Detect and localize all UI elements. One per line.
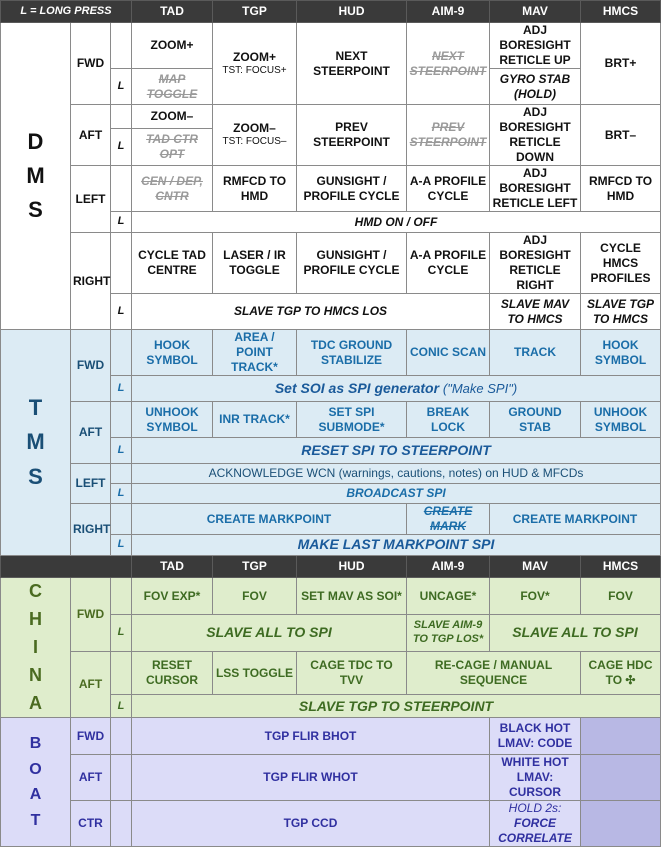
long-marker: L — [111, 376, 132, 402]
boat-fwd-main: TGP FLIR BHOT — [132, 718, 490, 755]
dms-fwd-aim9: NEXT STEERPOINT — [407, 23, 490, 105]
boat-ctr-row — [1, 801, 661, 847]
china-aft-direction: AFT — [71, 652, 111, 718]
tms-right-aim9: CREATE MARK — [407, 504, 490, 535]
boat-ctr-hmcs-blank — [581, 801, 661, 847]
dms-right-direction: RIGHT — [71, 233, 111, 330]
tms-fwd-row — [1, 330, 661, 376]
tms-left-row — [1, 464, 661, 484]
tms-right-create-markpoint-mav-hmcs: CREATE MARKPOINT — [490, 504, 661, 535]
dms-left-mav: ADJ BORESIGHT RETICLE LEFT — [490, 166, 581, 212]
column-header-row-2 — [1, 556, 661, 578]
long-marker: L — [111, 535, 132, 556]
tms-group-label: T M S — [1, 330, 71, 556]
dms-aft-aim9: PREV STEERPOINT — [407, 105, 490, 166]
dms-left-tgp: RMFCD TO HMD — [213, 166, 297, 212]
col-header-tgp: TGP — [213, 556, 297, 578]
tms-right-direction: RIGHT — [71, 504, 111, 556]
dms-aft-hud: PREV STEERPOINT — [297, 105, 407, 166]
boat-ctr-direction: CTR — [71, 801, 111, 847]
long-marker: L — [111, 294, 132, 330]
china-aft-long: SLAVE TGP TO STEERPOINT — [132, 695, 661, 718]
dms-right-row — [1, 233, 661, 294]
boat-aft-row — [1, 755, 661, 801]
boat-ctr-mav: HOLD 2s: FORCE CORRELATE — [490, 801, 581, 847]
dms-left-direction: LEFT — [71, 166, 111, 233]
dms-fwd-row — [1, 23, 661, 69]
dms-right-hmcs: CYCLE HMCS PROFILES — [581, 233, 661, 294]
boat-group-label: B O A T — [1, 718, 71, 847]
dms-left-row — [1, 166, 661, 212]
dms-left-hmcs: RMFCD TO HMD — [581, 166, 661, 212]
dms-left-aim9: A-A PROFILE CYCLE — [407, 166, 490, 212]
china-aft-row — [1, 652, 661, 695]
china-fwd-direction: FWD — [71, 578, 111, 652]
dms-right-aim9: A-A PROFILE CYCLE — [407, 233, 490, 294]
boat-ctr-main: TGP CCD — [132, 801, 490, 847]
dms-fwd-tad: ZOOM+ — [132, 23, 213, 69]
china-aft-hud: CAGE TDC TO TVV — [297, 652, 407, 695]
china-fwd-tgp: FOV — [213, 578, 297, 615]
col-header-hud: HUD — [297, 1, 407, 23]
long-marker: L — [111, 69, 132, 105]
dms-right-mav: ADJ BORESIGHT RETICLE RIGHT — [490, 233, 581, 294]
dms-aft-tad: ZOOM– — [132, 105, 213, 129]
tms-right-create-markpoint: CREATE MARKPOINT — [132, 504, 407, 535]
dms-fwd-direction: FWD — [71, 23, 111, 105]
tms-aft-aim9: BREAK LOCK — [407, 402, 490, 438]
dms-right-mav-long: SLAVE MAV TO HMCS — [490, 294, 581, 330]
dms-fwd-hud: NEXT STEERPOINT — [297, 23, 407, 105]
col-header-aim9: AIM-9 — [407, 556, 490, 578]
dms-aft-row — [1, 105, 661, 129]
col-header-aim9: AIM-9 — [407, 1, 490, 23]
long-marker: L — [111, 438, 132, 464]
tms-left-direction: LEFT — [71, 464, 111, 504]
china-fwd-aim9: UNCAGE* — [407, 578, 490, 615]
dms-right-tgp: LASER / IR TOGGLE — [213, 233, 297, 294]
china-fwd-hmcs: FOV — [581, 578, 661, 615]
tms-aft-hud: SET SPI SUBMODE* — [297, 402, 407, 438]
dms-fwd-tgp: ZOOM+ TST: FOCUS+ — [213, 23, 297, 105]
dms-fwd-mav-long: GYRO STAB (HOLD) — [490, 69, 581, 105]
boat-aft-direction: AFT — [71, 755, 111, 801]
tms-fwd-aim9: CONIC SCAN — [407, 330, 490, 376]
dms-aft-direction: AFT — [71, 105, 111, 166]
long-press-note: L = LONG PRESS — [1, 1, 132, 23]
boat-aft-mav: WHITE HOT LMAV: CURSOR — [490, 755, 581, 801]
boat-fwd-direction: FWD — [71, 718, 111, 755]
dms-right-hud: GUNSIGHT / PROFILE CYCLE — [297, 233, 407, 294]
dms-left-hud: GUNSIGHT / PROFILE CYCLE — [297, 166, 407, 212]
long-marker: L — [111, 212, 132, 233]
long-marker: L — [111, 695, 132, 718]
tms-aft-mav: GROUND STAB — [490, 402, 581, 438]
tms-right-long: MAKE LAST MARKPOINT SPI — [132, 535, 661, 556]
tms-aft-direction: AFT — [71, 402, 111, 464]
column-header-row — [1, 1, 661, 23]
dms-fwd-tad-long: MAP TOGGLE — [132, 69, 213, 105]
dms-fwd-mav: ADJ BORESIGHT RETICLE UP — [490, 23, 581, 69]
tms-fwd-direction: FWD — [71, 330, 111, 402]
tms-aft-hmcs: UNHOOK SYMBOL — [581, 402, 661, 438]
tms-left-long: BROADCAST SPI — [132, 484, 661, 504]
col-header-tad: TAD — [132, 1, 213, 23]
china-fwd-long-right: SLAVE ALL TO SPI — [490, 615, 661, 652]
col-header-mav: MAV — [490, 556, 581, 578]
boat-aft-main: TGP FLIR WHOT — [132, 755, 490, 801]
dms-group-label: D M S — [1, 23, 71, 330]
boat-fwd-mav: BLACK HOT LMAV: CODE — [490, 718, 581, 755]
dms-fwd-hmcs: BRT+ — [581, 23, 661, 105]
tms-fwd-hmcs: HOOK SYMBOL — [581, 330, 661, 376]
long-marker: L — [111, 128, 132, 165]
china-group-label: C H I N A — [1, 578, 71, 718]
dms-aft-mav: ADJ BORESIGHT RETICLE DOWN — [490, 105, 581, 166]
col-header-tad: TAD — [132, 556, 213, 578]
tms-left-short: ACKNOWLEDGE WCN (warnings, cautions, notes) on HUD & MFCDs — [132, 464, 661, 484]
long-marker: L — [111, 484, 132, 504]
china-fwd-tad: FOV EXP* — [132, 578, 213, 615]
tms-aft-tad: UNHOOK SYMBOL — [132, 402, 213, 438]
tms-fwd-tgp: AREA / POINT TRACK* — [213, 330, 297, 376]
col-header-hud: HUD — [297, 556, 407, 578]
dms-aft-tad-long: TAD CTR OPT — [132, 128, 213, 165]
tms-fwd-hud: TDC GROUND STABILIZE — [297, 330, 407, 376]
tms-fwd-long: Set SOI as SPI generator ("Make SPI") — [132, 376, 661, 402]
china-fwd-long-left: SLAVE ALL TO SPI — [132, 615, 407, 652]
tms-aft-long: RESET SPI TO STEERPOINT — [132, 438, 661, 464]
china-fwd-row — [1, 578, 661, 615]
tms-fwd-tad: HOOK SYMBOL — [132, 330, 213, 376]
dms-aft-tgp: ZOOM– TST: FOCUS– — [213, 105, 297, 166]
dms-right-hmcs-long: SLAVE TGP TO HMCS — [581, 294, 661, 330]
china-aft-tad: RESET CURSOR — [132, 652, 213, 695]
china-aft-hmcs: CAGE HDC TO ✣ — [581, 652, 661, 695]
china-fwd-hud: SET MAV AS SOI* — [297, 578, 407, 615]
long-marker: L — [111, 615, 132, 652]
tms-aft-row — [1, 402, 661, 438]
tms-aft-tgp: INR TRACK* — [213, 402, 297, 438]
dms-aft-hmcs: BRT– — [581, 105, 661, 166]
boat-fwd-hmcs-blank — [581, 718, 661, 755]
china-fwd-long-aim9: SLAVE AIM-9 TO TGP LOS* — [407, 615, 490, 652]
china-aft-tgp: LSS TOGGLE — [213, 652, 297, 695]
dms-left-long: HMD ON / OFF — [132, 212, 661, 233]
col-header-mav: MAV — [490, 1, 581, 23]
col-header-hmcs: HMCS — [581, 1, 661, 23]
col-header-tgp: TGP — [213, 1, 297, 23]
dms-right-long: SLAVE TGP TO HMCS LOS — [132, 294, 490, 330]
china-fwd-mav: FOV* — [490, 578, 581, 615]
boat-fwd-row — [1, 718, 661, 755]
tms-fwd-mav: TRACK — [490, 330, 581, 376]
col-header-hmcs: HMCS — [581, 556, 661, 578]
dms-left-tad: CEN / DEP, CNTR — [132, 166, 213, 212]
tms-right-row — [1, 504, 661, 535]
dms-right-tad: CYCLE TAD CENTRE — [132, 233, 213, 294]
boat-aft-hmcs-blank — [581, 755, 661, 801]
china-aft-aim9-mav: RE-CAGE / MANUAL SEQUENCE — [407, 652, 581, 695]
